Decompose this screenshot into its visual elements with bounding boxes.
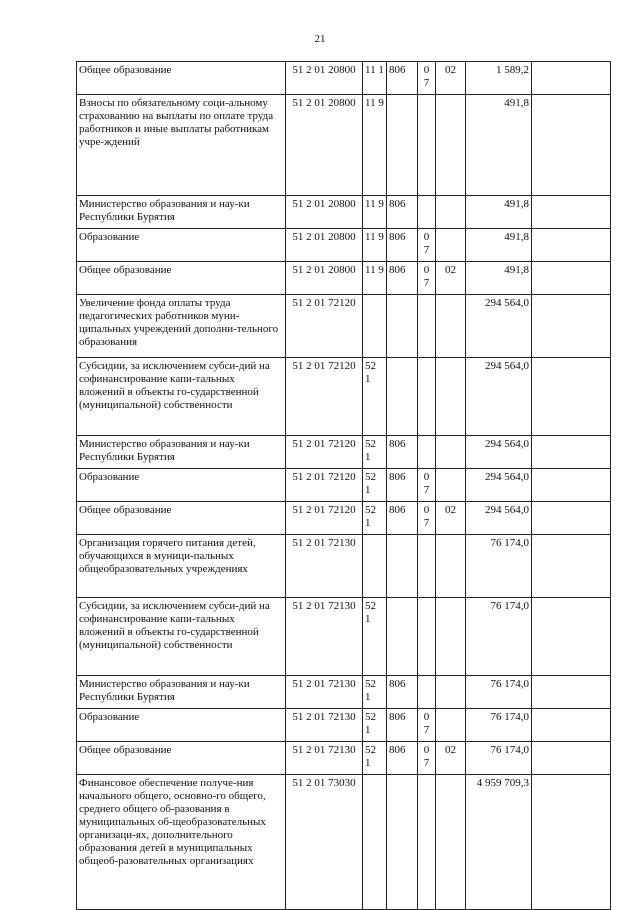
section-code: 0 7	[418, 709, 436, 742]
extra-column	[532, 535, 611, 598]
target-article-code: 51 2 01 20800	[286, 62, 363, 95]
administrator-code	[387, 295, 418, 358]
extra-column	[532, 62, 611, 95]
target-article-code: 51 2 01 72130	[286, 535, 363, 598]
row-name: Взносы по обязательному соци-альному страхованию на выплаты по оплате труда работников и иные выплаты работникам учре-ждений	[77, 95, 286, 196]
amount: 294 564,0	[466, 358, 532, 436]
amount: 294 564,0	[466, 295, 532, 358]
row-name: Министерство образования и нау-ки Республики Бурятия	[77, 436, 286, 469]
subsection-code: 02	[436, 62, 466, 95]
table-row	[77, 295, 611, 358]
row-name: Субсидии, за исключением субси-дий на софинансирование капи-тальных вложений в объекты го-сударственной (муниципальной) собственности	[77, 598, 286, 676]
section-code	[418, 295, 436, 358]
table-row	[77, 676, 611, 709]
expense-type-code: 52 1	[363, 469, 387, 502]
row-name: Субсидии, за исключением субси-дий на софинансирование капи-тальных вложений в объекты го-сударственной (муниципальной) собственности	[77, 358, 286, 436]
page-number: 21	[314, 33, 326, 45]
extra-column	[532, 436, 611, 469]
extra-column	[532, 598, 611, 676]
expense-type-code: 52 1	[363, 676, 387, 709]
extra-column	[532, 196, 611, 229]
table-row	[77, 358, 611, 436]
amount: 294 564,0	[466, 502, 532, 535]
section-code: 0 7	[418, 62, 436, 95]
administrator-code	[387, 358, 418, 436]
expense-type-code: 11 9	[363, 196, 387, 229]
administrator-code	[387, 598, 418, 676]
extra-column	[532, 742, 611, 775]
amount: 491,8	[466, 196, 532, 229]
amount: 491,8	[466, 262, 532, 295]
section-code: 0 7	[418, 742, 436, 775]
extra-column	[532, 676, 611, 709]
extra-column	[532, 469, 611, 502]
table-row	[77, 95, 611, 196]
row-name: Общее образование	[77, 742, 286, 775]
target-article-code: 51 2 01 20800	[286, 229, 363, 262]
row-name: Министерство образования и нау-ки Республики Бурятия	[77, 196, 286, 229]
table-row	[77, 469, 611, 502]
table-row	[77, 62, 611, 95]
target-article-code: 51 2 01 72130	[286, 676, 363, 709]
expense-type-code: 11 9	[363, 95, 387, 196]
extra-column	[532, 295, 611, 358]
budget-table	[76, 61, 611, 910]
target-article-code: 51 2 01 72120	[286, 295, 363, 358]
row-name: Образование	[77, 229, 286, 262]
subsection-code	[436, 598, 466, 676]
target-article-code: 51 2 01 72120	[286, 436, 363, 469]
amount: 491,8	[466, 229, 532, 262]
administrator-code: 806	[387, 709, 418, 742]
administrator-code: 806	[387, 262, 418, 295]
extra-column	[532, 229, 611, 262]
section-code	[418, 436, 436, 469]
administrator-code: 806	[387, 742, 418, 775]
expense-type-code: 52 1	[363, 742, 387, 775]
expense-type-code: 52 1	[363, 436, 387, 469]
row-name: Увеличение фонда оплаты труда педагогических работников муни-ципальных учреждений дополни-тельного образования	[77, 295, 286, 358]
target-article-code: 51 2 01 20800	[286, 95, 363, 196]
extra-column	[532, 775, 611, 910]
row-name: Общее образование	[77, 62, 286, 95]
section-code: 0 7	[418, 502, 436, 535]
amount: 76 174,0	[466, 598, 532, 676]
subsection-code	[436, 709, 466, 742]
amount: 4 959 709,3	[466, 775, 532, 910]
section-code: 0 7	[418, 229, 436, 262]
subsection-code	[436, 196, 466, 229]
amount: 491,8	[466, 95, 532, 196]
target-article-code: 51 2 01 73030	[286, 775, 363, 910]
extra-column	[532, 502, 611, 535]
administrator-code: 806	[387, 229, 418, 262]
extra-column	[532, 95, 611, 196]
expense-type-code: 11 1	[363, 62, 387, 95]
administrator-code: 806	[387, 436, 418, 469]
table-row	[77, 262, 611, 295]
administrator-code: 806	[387, 676, 418, 709]
section-code	[418, 598, 436, 676]
row-name: Общее образование	[77, 502, 286, 535]
table-body	[77, 62, 611, 910]
target-article-code: 51 2 01 20800	[286, 196, 363, 229]
subsection-code	[436, 436, 466, 469]
expense-type-code	[363, 775, 387, 910]
subsection-code: 02	[436, 502, 466, 535]
amount: 294 564,0	[466, 436, 532, 469]
table-row	[77, 775, 611, 910]
expense-type-code: 52 1	[363, 709, 387, 742]
section-code	[418, 775, 436, 910]
subsection-code	[436, 775, 466, 910]
subsection-code	[436, 469, 466, 502]
expense-type-code	[363, 535, 387, 598]
subsection-code	[436, 95, 466, 196]
row-name: Общее образование	[77, 262, 286, 295]
administrator-code	[387, 535, 418, 598]
extra-column	[532, 709, 611, 742]
subsection-code: 02	[436, 262, 466, 295]
table-row	[77, 709, 611, 742]
section-code	[418, 358, 436, 436]
table-row	[77, 196, 611, 229]
row-name: Организация горячего питания детей, обучающихся в муници-пальных общеобразовательных учреждениях	[77, 535, 286, 598]
expense-type-code: 11 9	[363, 262, 387, 295]
target-article-code: 51 2 01 72120	[286, 358, 363, 436]
row-name: Образование	[77, 709, 286, 742]
table-row	[77, 436, 611, 469]
section-code: 0 7	[418, 469, 436, 502]
extra-column	[532, 262, 611, 295]
administrator-code: 806	[387, 62, 418, 95]
target-article-code: 51 2 01 20800	[286, 262, 363, 295]
table-row	[77, 535, 611, 598]
amount: 76 174,0	[466, 742, 532, 775]
expense-type-code: 52 1	[363, 502, 387, 535]
subsection-code	[436, 229, 466, 262]
target-article-code: 51 2 01 72130	[286, 709, 363, 742]
expense-type-code	[363, 295, 387, 358]
table-row	[77, 742, 611, 775]
administrator-code	[387, 95, 418, 196]
amount: 76 174,0	[466, 535, 532, 598]
administrator-code: 806	[387, 502, 418, 535]
target-article-code: 51 2 01 72130	[286, 598, 363, 676]
target-article-code: 51 2 01 72120	[286, 469, 363, 502]
expense-type-code: 52 1	[363, 358, 387, 436]
section-code	[418, 535, 436, 598]
subsection-code	[436, 535, 466, 598]
administrator-code: 806	[387, 196, 418, 229]
table-row	[77, 598, 611, 676]
table-row	[77, 502, 611, 535]
amount: 294 564,0	[466, 469, 532, 502]
target-article-code: 51 2 01 72120	[286, 502, 363, 535]
amount: 76 174,0	[466, 709, 532, 742]
administrator-code	[387, 775, 418, 910]
subsection-code	[436, 676, 466, 709]
amount: 76 174,0	[466, 676, 532, 709]
row-name: Образование	[77, 469, 286, 502]
administrator-code: 806	[387, 469, 418, 502]
section-code	[418, 676, 436, 709]
row-name: Министерство образования и нау-ки Республики Бурятия	[77, 676, 286, 709]
expense-type-code: 52 1	[363, 598, 387, 676]
expense-type-code: 11 9	[363, 229, 387, 262]
extra-column	[532, 358, 611, 436]
table-row	[77, 229, 611, 262]
section-code: 0 7	[418, 262, 436, 295]
section-code	[418, 95, 436, 196]
row-name: Финансовое обеспечение получе-ния начального общего, основно-го общего, среднего общего об-разования в муниципальных об-щеобразовательных организаци-ях, дополнительного образования детей в муниципальных общеоб-разовательных организациях	[77, 775, 286, 910]
amount: 1 589,2	[466, 62, 532, 95]
section-code	[418, 196, 436, 229]
subsection-code	[436, 358, 466, 436]
subsection-code	[436, 295, 466, 358]
target-article-code: 51 2 01 72130	[286, 742, 363, 775]
subsection-code: 02	[436, 742, 466, 775]
